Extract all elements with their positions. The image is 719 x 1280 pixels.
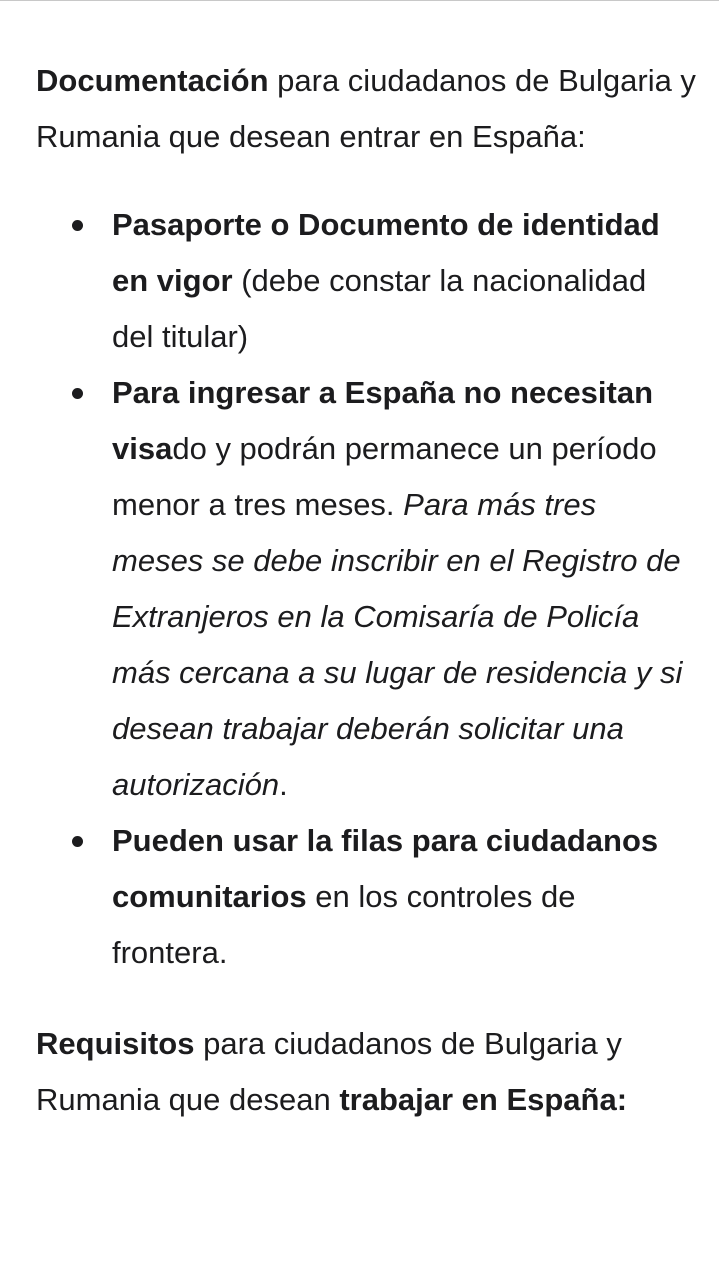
item-bold: Pueden usar la filas para ciudadanos comunitarios: [112, 823, 659, 914]
item-italic: Para más tres meses se debe inscribir en el Registro de Extranjeros en la Comisaría de Policía más cercana a su lugar de residencia y si desean trabajar deberán solicitar una autorización: [112, 487, 683, 802]
top-divider: [0, 0, 719, 1]
bullet-icon: [72, 220, 83, 231]
item-end: .: [279, 767, 288, 802]
intro-bold: Documentación: [36, 63, 269, 98]
list-item: [112, 197, 696, 365]
requisitos-bold-end: trabajar en España:: [339, 1082, 628, 1117]
article-body: [36, 53, 696, 1128]
list-item: [112, 365, 696, 813]
item-bold: Pasaporte o Documento de identidad en vigor: [112, 207, 660, 298]
intro-paragraph: [36, 53, 696, 165]
item-bold: Para ingresar a España no necesitan visa: [112, 375, 654, 466]
item-text: en los controles de frontera.: [112, 879, 576, 970]
requisitos-paragraph: [36, 1016, 696, 1128]
bullet-icon: [72, 836, 83, 847]
bullet-icon: [72, 388, 83, 399]
documentation-list: [36, 197, 696, 981]
intro-text: para ciudadanos de Bulgaria y Rumania que desean entrar en España:: [36, 63, 696, 154]
item-text: do y podrán permanece un período menor a tres meses.: [112, 431, 657, 522]
list-item: [112, 813, 696, 981]
requisitos-text: para ciudadanos de Bulgaria y Rumania que desean: [36, 1026, 622, 1117]
requisitos-bold: Requisitos: [36, 1026, 195, 1061]
item-text: (debe constar la nacionalidad del titular): [112, 263, 647, 354]
